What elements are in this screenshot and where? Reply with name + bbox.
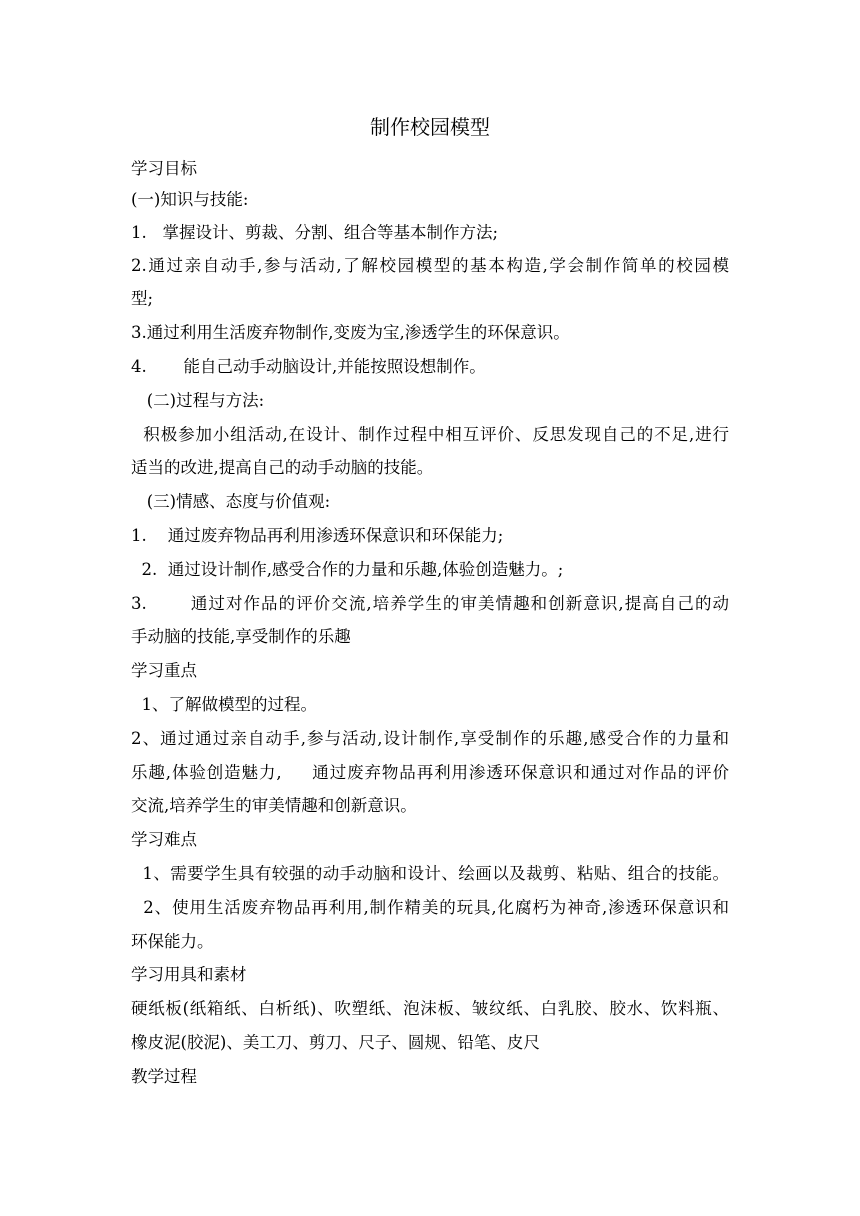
- heading-key-points: 学习重点: [131, 661, 197, 680]
- objective-item-2: 2.通过亲自动手,参与活动,了解校园模型的基本构造,学会制作简单的校园模: [131, 256, 729, 275]
- document-title: 制作校园模型: [370, 115, 490, 139]
- key-point-2: 2、通过通过亲自动手,参与活动,设计制作,享受制作的乐趣,感受合作的力量和: [131, 729, 729, 748]
- heading-learning-objectives: 学习目标: [131, 159, 197, 178]
- materials-list-continued: 橡皮泥(胶泥)、美工刀、剪刀、尺子、圆规、铅笔、皮尺: [131, 1033, 540, 1052]
- subheading-process-methods: (二)过程与方法:: [131, 391, 265, 410]
- process-paragraph: 积极参加小组活动,在设计、制作过程中相互评价、反思发现自己的不足,进行: [131, 425, 729, 444]
- heading-tools-materials: 学习用具和素材: [131, 965, 247, 984]
- subheading-emotion-attitude-values: (三)情感、态度与价值观:: [131, 492, 331, 511]
- subheading-knowledge-skills: (一)知识与技能:: [131, 190, 249, 209]
- difficulty-1: 1、需要学生具有较强的动手动脑和设计、绘画以及裁剪、粘贴、组合的技能。: [131, 864, 729, 883]
- values-item-3: 3. 通过对作品的评价交流,培养学生的审美情趣和创新意识,提高自己的动: [131, 594, 729, 613]
- heading-difficulties: 学习难点: [131, 830, 197, 849]
- objective-item-4: 4. 能自己动手动脑设计,并能按照设想制作。: [131, 357, 486, 376]
- difficulty-2: 2、使用生活废弃物品再利用,制作精美的玩具,化腐朽为神奇,渗透环保意识和: [131, 898, 729, 917]
- process-paragraph-continued: 适当的改进,提高自己的动手动脑的技能。: [131, 458, 434, 477]
- key-point-2-end: 交流,培养学生的审美情趣和创新意识。: [131, 796, 417, 815]
- objective-item-1: 1. 掌握设计、剪裁、分割、组合等基本制作方法;: [131, 223, 499, 242]
- values-item-1: 1. 通过废弃物品再利用渗透环保意识和环保能力;: [131, 526, 504, 545]
- values-item-2: 2. 通过设计制作,感受合作的力量和乐趣,体验创造魅力。;: [131, 560, 564, 579]
- values-item-3-continued: 手动脑的技能,享受制作的乐趣: [131, 627, 351, 646]
- key-point-1: 1、了解做模型的过程。: [131, 695, 317, 714]
- objective-item-3: 3.通过利用生活废弃物制作,变废为宝,渗透学生的环保意识。: [131, 323, 570, 342]
- materials-list: 硬纸板(纸箱纸、白析纸)、吹塑纸、泡沫板、皱纹纸、白乳胶、胶水、饮料瓶、: [131, 999, 729, 1018]
- objective-item-2-continued: 型;: [131, 289, 154, 308]
- key-point-2-continued: 乐趣,体验创造魅力, 通过废弃物品再利用渗透环保意识和通过对作品的评价: [131, 763, 729, 782]
- difficulty-2-continued: 环保能力。: [131, 932, 214, 951]
- heading-teaching-process: 教学过程: [131, 1067, 197, 1086]
